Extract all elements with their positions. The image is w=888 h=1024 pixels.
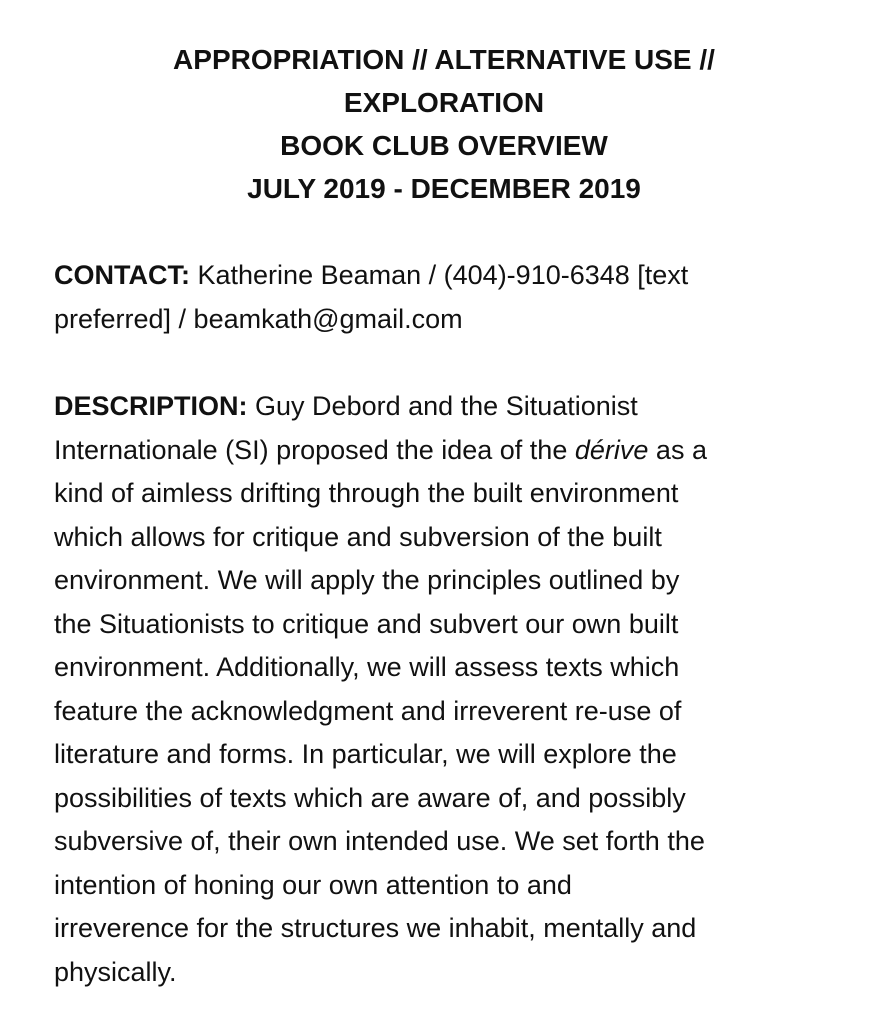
description-line: intention of honing our own attention to and	[54, 869, 572, 900]
description-text: Internationale (SI) proposed the idea of the	[54, 434, 568, 465]
title-line: BOOK CLUB OVERVIEW	[280, 130, 608, 161]
description-text: Guy Debord and the Situationist	[255, 391, 638, 421]
description-line: possibilities of texts which are aware of, and possibly	[54, 782, 686, 813]
contact-line: preferred] / beamkath@gmail.com	[54, 303, 463, 334]
description-line: kind of aimless drifting through the built environment	[54, 478, 679, 508]
description-line: literature and forms. In particular, we will explore the	[54, 739, 677, 769]
contact-text: Katherine Beaman / (404)-910-6348 [text	[197, 260, 689, 290]
description-line: subversive of, their own intended use. We set forth the	[54, 826, 705, 856]
description-line: which allows for critique and subversion of the built	[54, 521, 662, 552]
description-line: environment. We will apply the principles outlined by	[54, 565, 680, 595]
description-text: as a	[655, 434, 707, 465]
description-line: physically.	[54, 956, 177, 987]
title-date-range: JULY 2019 - DECEMBER 2019	[247, 173, 641, 204]
description-line	[54, 385, 834, 429]
title-line: APPROPRIATION // ALTERNATIVE USE //	[173, 44, 715, 75]
description-line: environment. Additionally, we will assess texts which	[54, 652, 680, 682]
document-title	[54, 38, 834, 210]
contact-section	[54, 254, 834, 341]
description-line	[54, 429, 834, 473]
derive-term: dérive	[574, 434, 649, 465]
description-label: DESCRIPTION:	[54, 391, 248, 421]
description-line: feature the acknowledgment and irreverent re-use of	[54, 695, 682, 726]
description-section	[54, 385, 834, 994]
contact-label: CONTACT:	[54, 260, 190, 290]
description-line: the Situationists to critique and subvert our own built	[54, 608, 679, 639]
description-line: irreverence for the structures we inhabit, mentally and	[54, 913, 697, 943]
contact-line	[54, 254, 834, 298]
title-line: EXPLORATION	[343, 87, 545, 118]
